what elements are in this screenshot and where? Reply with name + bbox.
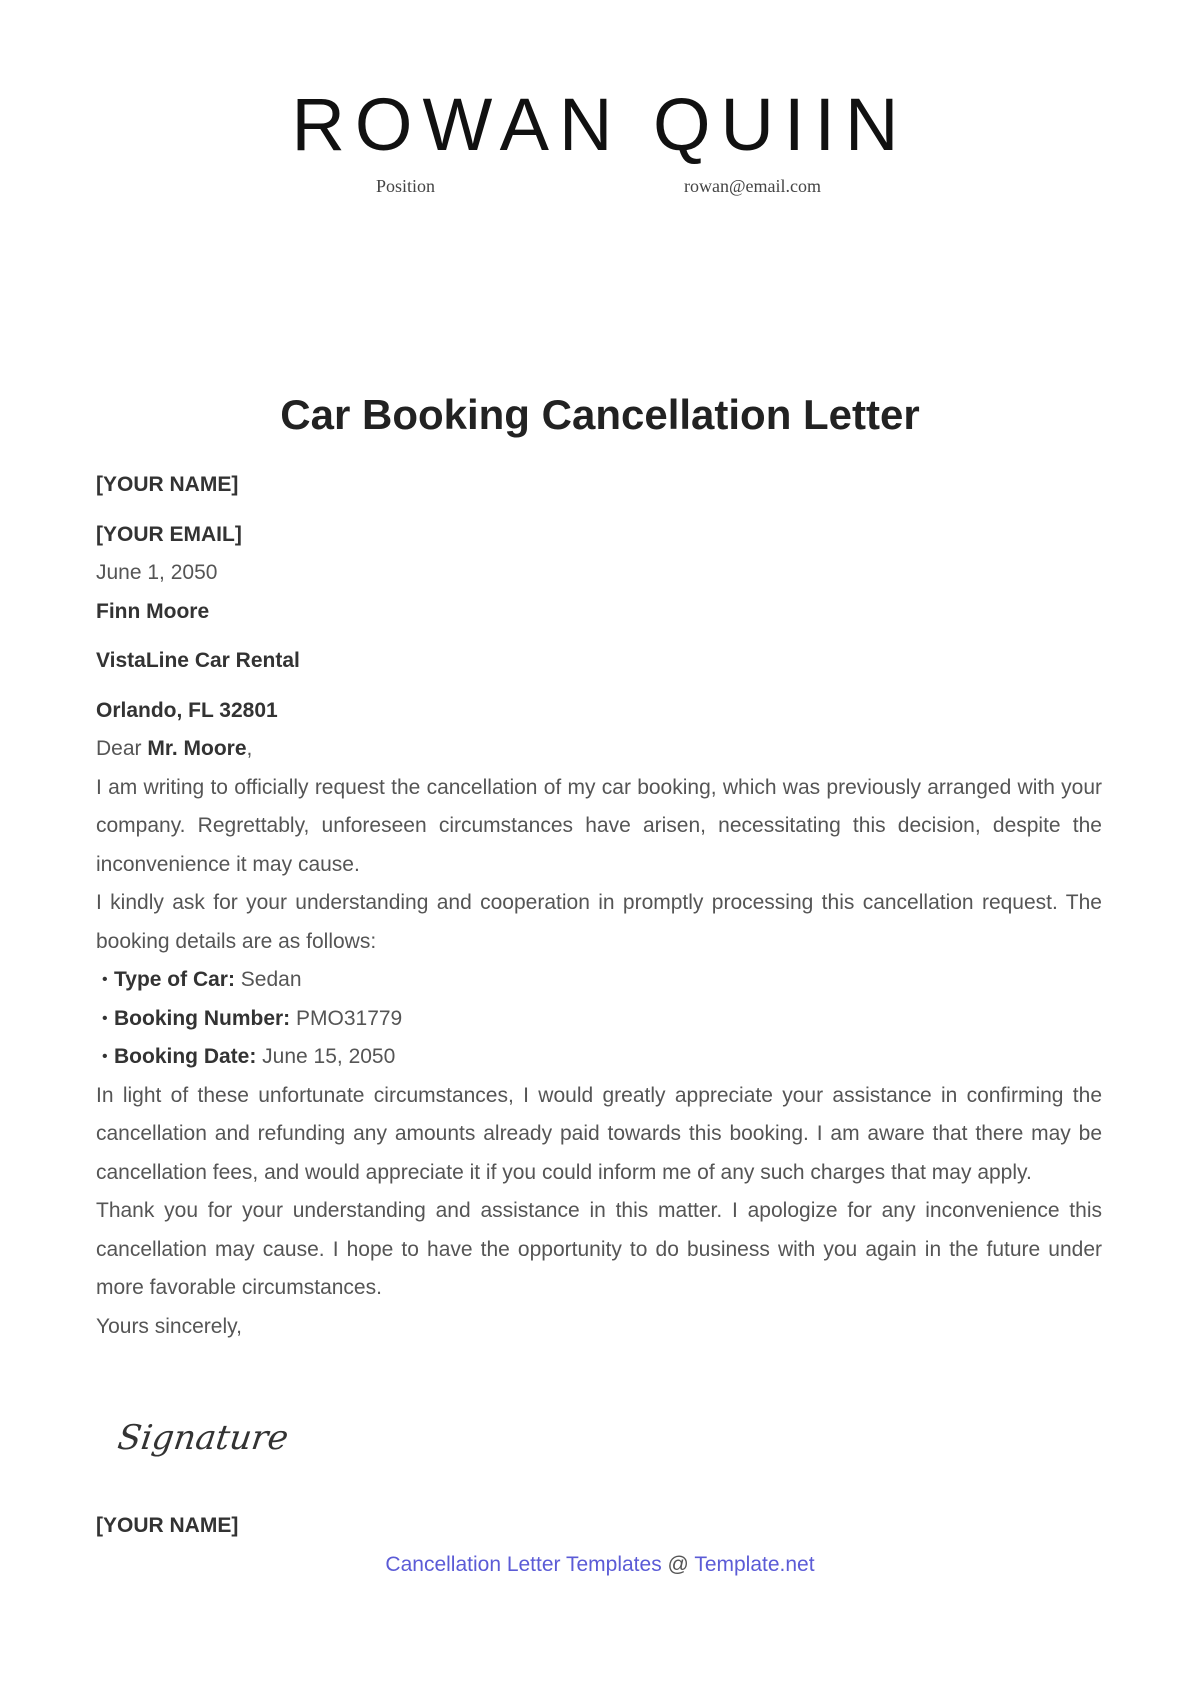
signature-image: Signature	[115, 1418, 291, 1458]
footer-templates-link[interactable]: Cancellation Letter Templates	[385, 1553, 662, 1576]
footer-site-link[interactable]: Template.net	[694, 1553, 815, 1576]
salutation-prefix: Dear	[96, 737, 148, 760]
salutation-recipient: Mr. Moore	[147, 737, 247, 760]
booking-details-list	[96, 961, 1102, 1077]
salutation	[96, 730, 1102, 769]
paragraph-thanks: Thank you for your understanding and assistance in this matter. I apologize for any inconvenience this cancellation may cause. I hope to have the opportunity to do business with you again in the future under more favorable circumstances.	[96, 1199, 1102, 1299]
recipient-name: Finn Moore	[96, 599, 210, 623]
recipient-company: VistaLine Car Rental	[96, 649, 300, 672]
detail-label: Booking Date:	[114, 1045, 257, 1068]
list-item	[102, 1038, 1102, 1077]
footer-separator: @	[661, 1553, 695, 1576]
letter-date: June 1, 2050	[96, 561, 218, 584]
detail-label: Type of Car:	[114, 968, 235, 991]
signature-name: [YOUR NAME]	[96, 1514, 239, 1537]
sender-name: [YOUR NAME]	[96, 473, 239, 496]
letter-title: Car Booking Cancellation Letter	[280, 391, 920, 438]
list-item	[102, 1000, 1102, 1039]
paragraph-intro: I am writing to officially request the cancellation of my car booking, which was previously arranged with your company. Regrettably, unforeseen circumstances have arisen, necessitating this decision, despite the inconvenience it may cause.	[96, 775, 1102, 876]
detail-value: PMO31779	[290, 1006, 403, 1030]
list-item	[102, 961, 1102, 1000]
footer-credit	[0, 1553, 1200, 1577]
letterhead-name: ROWAN QUIIN	[291, 83, 909, 166]
detail-label: Booking Number:	[114, 1006, 291, 1030]
recipient-address: Orlando, FL 32801	[96, 698, 278, 722]
paragraph-refund: In light of these unfortunate circumstances, I would greatly appreciate your assistance in confirming the cancellation and refunding any amounts already paid towards this booking. I am aware that there may be cancellation fees, and would appreciate it if you could inform me of any such charges that may apply.	[96, 1083, 1102, 1184]
paragraph-request: I kindly ask for your understanding and cooperation in promptly processing this cancellation request. The booking details are as follows:	[96, 891, 1102, 953]
letter-body	[96, 466, 1102, 1346]
detail-value: June 15, 2050	[256, 1045, 396, 1068]
sender-email: [YOUR EMAIL]	[96, 522, 242, 546]
detail-value: Sedan	[234, 968, 302, 991]
salutation-suffix: ,	[246, 737, 253, 760]
letterhead-email: rowan@email.com	[684, 176, 822, 196]
closing: Yours sincerely,	[96, 1314, 242, 1338]
letterhead-position: Position	[376, 176, 436, 196]
